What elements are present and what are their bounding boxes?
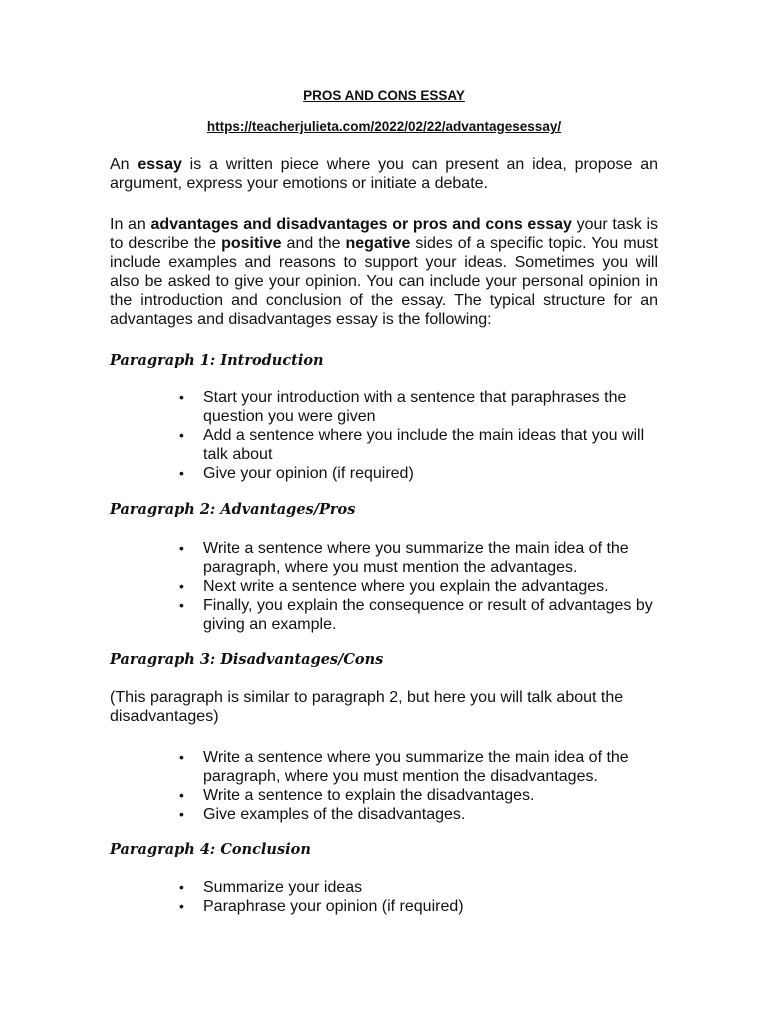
- list-item: [0, 897, 663, 916]
- text-run: and the: [281, 235, 346, 252]
- text-run: your task is to describe the: [110, 216, 659, 252]
- list-item-text: Next write a sentence where you explain the advantages.: [203, 578, 609, 595]
- bold-term-negative: negative: [345, 235, 411, 252]
- bullet-icon: •: [179, 540, 184, 556]
- structure-paragraph: [110, 215, 658, 329]
- list-item: [0, 748, 663, 786]
- list-item-text: Write a sentence to explain the disadvantages.: [203, 787, 535, 804]
- bullet-icon: •: [179, 597, 184, 613]
- bullet-list: [0, 878, 663, 916]
- list-item: [0, 577, 663, 596]
- bullet-icon: •: [179, 787, 184, 803]
- list-item-text: Start your introduction with a sentence that paraphrases the question you were given: [203, 389, 627, 425]
- bullet-icon: •: [179, 879, 184, 895]
- section-note: (This paragraph is similar to paragraph 2, but here you will talk about the disadvantages): [110, 689, 624, 725]
- list-item-text: Finally, you explain the consequence or result of advantages by giving an example.: [203, 597, 653, 633]
- bullet-list: [0, 748, 663, 824]
- bullet-icon: •: [179, 749, 184, 765]
- text-run: sides of a specific topic. You must include examples and reasons to support your ideas. Sometimes you will also be asked to give your opinion. You can include your personal opinion in the introduction and conclusion of the essay. The typical structure for an advantages and disadvantages essay is the following:: [110, 235, 659, 328]
- bold-term-essay: essay: [137, 156, 182, 173]
- list-item: [0, 878, 663, 897]
- list-item-text: Paraphrase your opinion (if required): [203, 898, 464, 915]
- list-item: [0, 596, 663, 634]
- list-item-text: Give your opinion (if required): [203, 465, 414, 482]
- intro-paragraph: [110, 155, 658, 193]
- list-item: [0, 464, 663, 483]
- bullet-icon: •: [179, 898, 184, 914]
- bold-term-positive: positive: [221, 235, 282, 252]
- list-item-text: Write a sentence where you summarize the main idea of the paragraph, where you must mention the disadvantages.: [203, 749, 629, 785]
- section-heading: Paragraph 4: Conclusion: [110, 841, 311, 858]
- list-item: [0, 805, 663, 824]
- bullet-list: [0, 539, 663, 634]
- list-item-text: Summarize your ideas: [203, 879, 363, 896]
- bold-term-essay-type: advantages and disadvantages or pros and cons essay: [150, 216, 572, 233]
- bullet-icon: •: [179, 465, 184, 481]
- bullet-icon: •: [179, 427, 184, 443]
- bullet-icon: •: [179, 389, 184, 405]
- list-item-text: Give examples of the disadvantages.: [203, 806, 466, 823]
- list-item: [0, 426, 663, 464]
- bullet-list: [0, 388, 663, 483]
- source-url[interactable]: https://teacherjulieta.com/2022/02/22/advantagesessay/: [206, 119, 562, 134]
- text-run: is a written piece where you can present an idea, propose an argument, express your emotions or initiate a debate.: [110, 156, 658, 192]
- section-heading: Paragraph 3: Disadvantages/Cons: [110, 651, 384, 668]
- section-heading: Paragraph 2: Advantages/Pros: [110, 501, 356, 518]
- list-item: [0, 388, 663, 426]
- page-title: PROS AND CONS ESSAY: [303, 88, 465, 103]
- list-item: [0, 539, 663, 577]
- text-run: An: [110, 156, 138, 173]
- list-item: [0, 786, 663, 805]
- section-heading: Paragraph 1: Introduction: [110, 352, 324, 369]
- text-run: In an: [110, 216, 151, 233]
- bullet-icon: •: [179, 578, 184, 594]
- list-item-text: Write a sentence where you summarize the main idea of the paragraph, where you must mention the advantages.: [203, 540, 629, 576]
- bullet-icon: •: [179, 806, 184, 822]
- list-item-text: Add a sentence where you include the main ideas that you will talk about: [203, 427, 645, 463]
